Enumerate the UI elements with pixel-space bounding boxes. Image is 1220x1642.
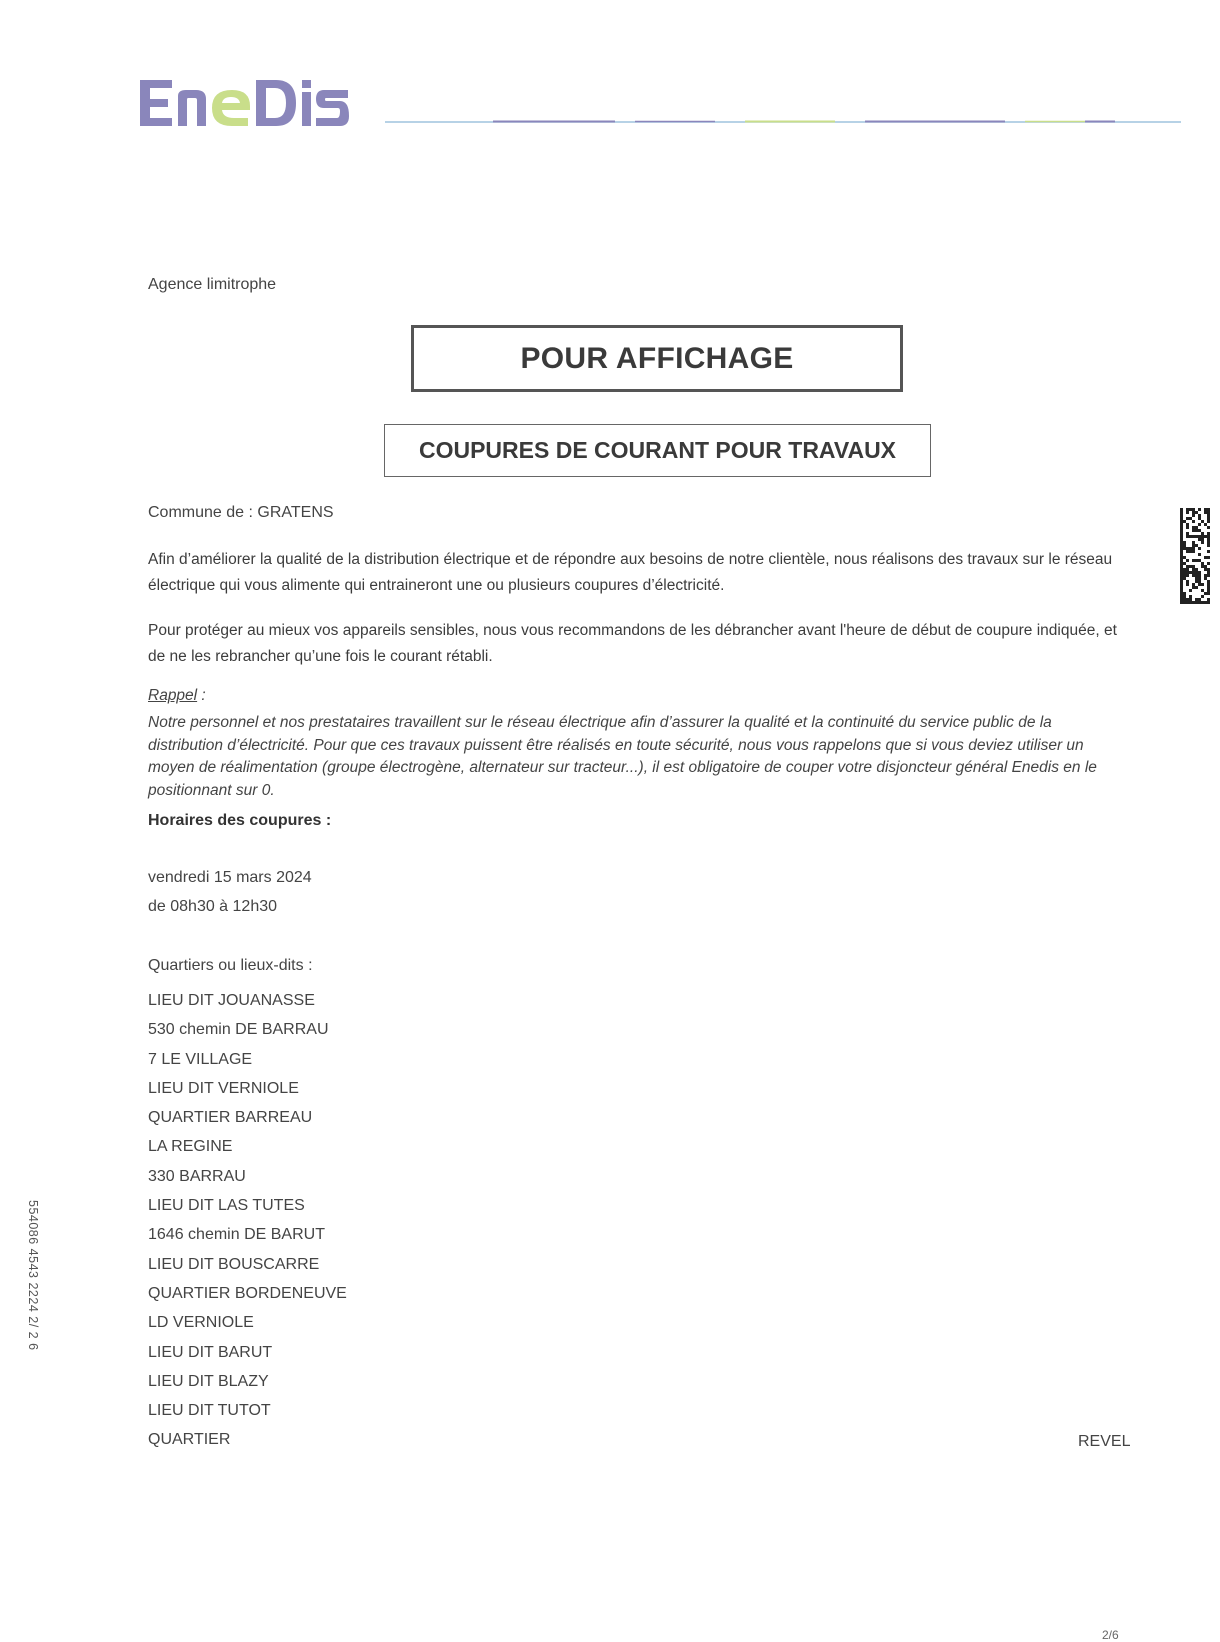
- location-item: QUARTIER: [148, 1431, 231, 1449]
- location-item: LIEU DIT VERNIOLE: [148, 1079, 299, 1097]
- locations-label: Quartiers ou lieux-dits :: [148, 957, 313, 974]
- page-number: 2/6: [1102, 1628, 1119, 1642]
- location-item: LIEU DIT BARUT: [148, 1343, 273, 1361]
- location-item: 330 BARRAU: [148, 1167, 246, 1185]
- margin-reference-code: 554086 4543 2224 2/ 2 6: [26, 1200, 40, 1351]
- location-item: LIEU DIT JOUANASSE: [148, 992, 315, 1009]
- rappel-heading: [148, 687, 206, 705]
- notice-subtitle: COUPURES DE COURANT POUR TRAVAUX: [418, 437, 897, 463]
- outage-date: vendredi 15 mars 2024: [148, 869, 312, 886]
- location-item: QUARTIER BARREAU: [148, 1109, 313, 1127]
- location-item: LIEU DIT BOUSCARRE: [148, 1255, 320, 1273]
- location-item: LIEU DIT TUTOT: [148, 1402, 271, 1420]
- commune-label: Commune de : GRATENS: [148, 504, 334, 521]
- location-item: QUARTIER BORDENEUVE: [148, 1284, 347, 1302]
- location-item: LIEU DIT BLAZY: [148, 1372, 269, 1390]
- datamatrix-code-icon: [1180, 508, 1210, 604]
- location-item: LA REGINE: [148, 1138, 233, 1156]
- agency-city: REVEL: [1078, 1433, 1131, 1450]
- location-item: 1646 chemin DE BARUT: [148, 1226, 325, 1244]
- header-decorative-line: [385, 118, 1181, 126]
- rappel-text: Notre personnel et nos prestataires travaillent sur le réseau électrique afin d’assurer la qualité et la continuité du service public de la distribution d’électricité. Pour que ces travaux puissent être réalisés en toute sécurité, nous vous rappelons que si vous deviez utiliser un moyen de réalimentation (groupe électrogène, alternateur sur tracteur...), il est obligatoire de couper votre disjoncteur général Enedis en le positionnant sur 0.: [148, 714, 1097, 799]
- rappel-label: Rappel: [148, 687, 198, 704]
- location-item: LIEU DIT LAS TUTES: [148, 1197, 305, 1215]
- intro-paragraph: Afin d’améliorer la qualité de la distribution électrique et de répondre aux besoins de notre clientèle, nous réalisons des travaux sur le réseau électrique qui vous alimente qui entraineront une ou plusieurs coupures d’électricité.: [148, 551, 1113, 594]
- outage-time: de 08h30 à 12h30: [148, 898, 278, 915]
- advice-paragraph: Pour protéger au mieux vos appareils sensibles, nous vous recommandons de les débrancher avant l'heure de début de coupure indiquée, et de ne les rebrancher qu’une fois le courant rétabli.: [148, 622, 1117, 665]
- rappel-colon: :: [197, 687, 206, 704]
- notice-title-box: [411, 325, 903, 392]
- enedis-logo: [138, 74, 370, 132]
- agency-label: Agence limitrophe: [148, 276, 277, 293]
- notice-title: POUR AFFICHAGE: [520, 341, 794, 375]
- schedule-title: Horaires des coupures :: [148, 812, 332, 829]
- location-item: 530 chemin DE BARRAU: [148, 1021, 329, 1039]
- locations-list: [148, 986, 347, 1455]
- notice-subtitle-box: [384, 424, 931, 477]
- location-item: LD VERNIOLE: [148, 1314, 254, 1332]
- location-item: 7 LE VILLAGE: [148, 1050, 253, 1068]
